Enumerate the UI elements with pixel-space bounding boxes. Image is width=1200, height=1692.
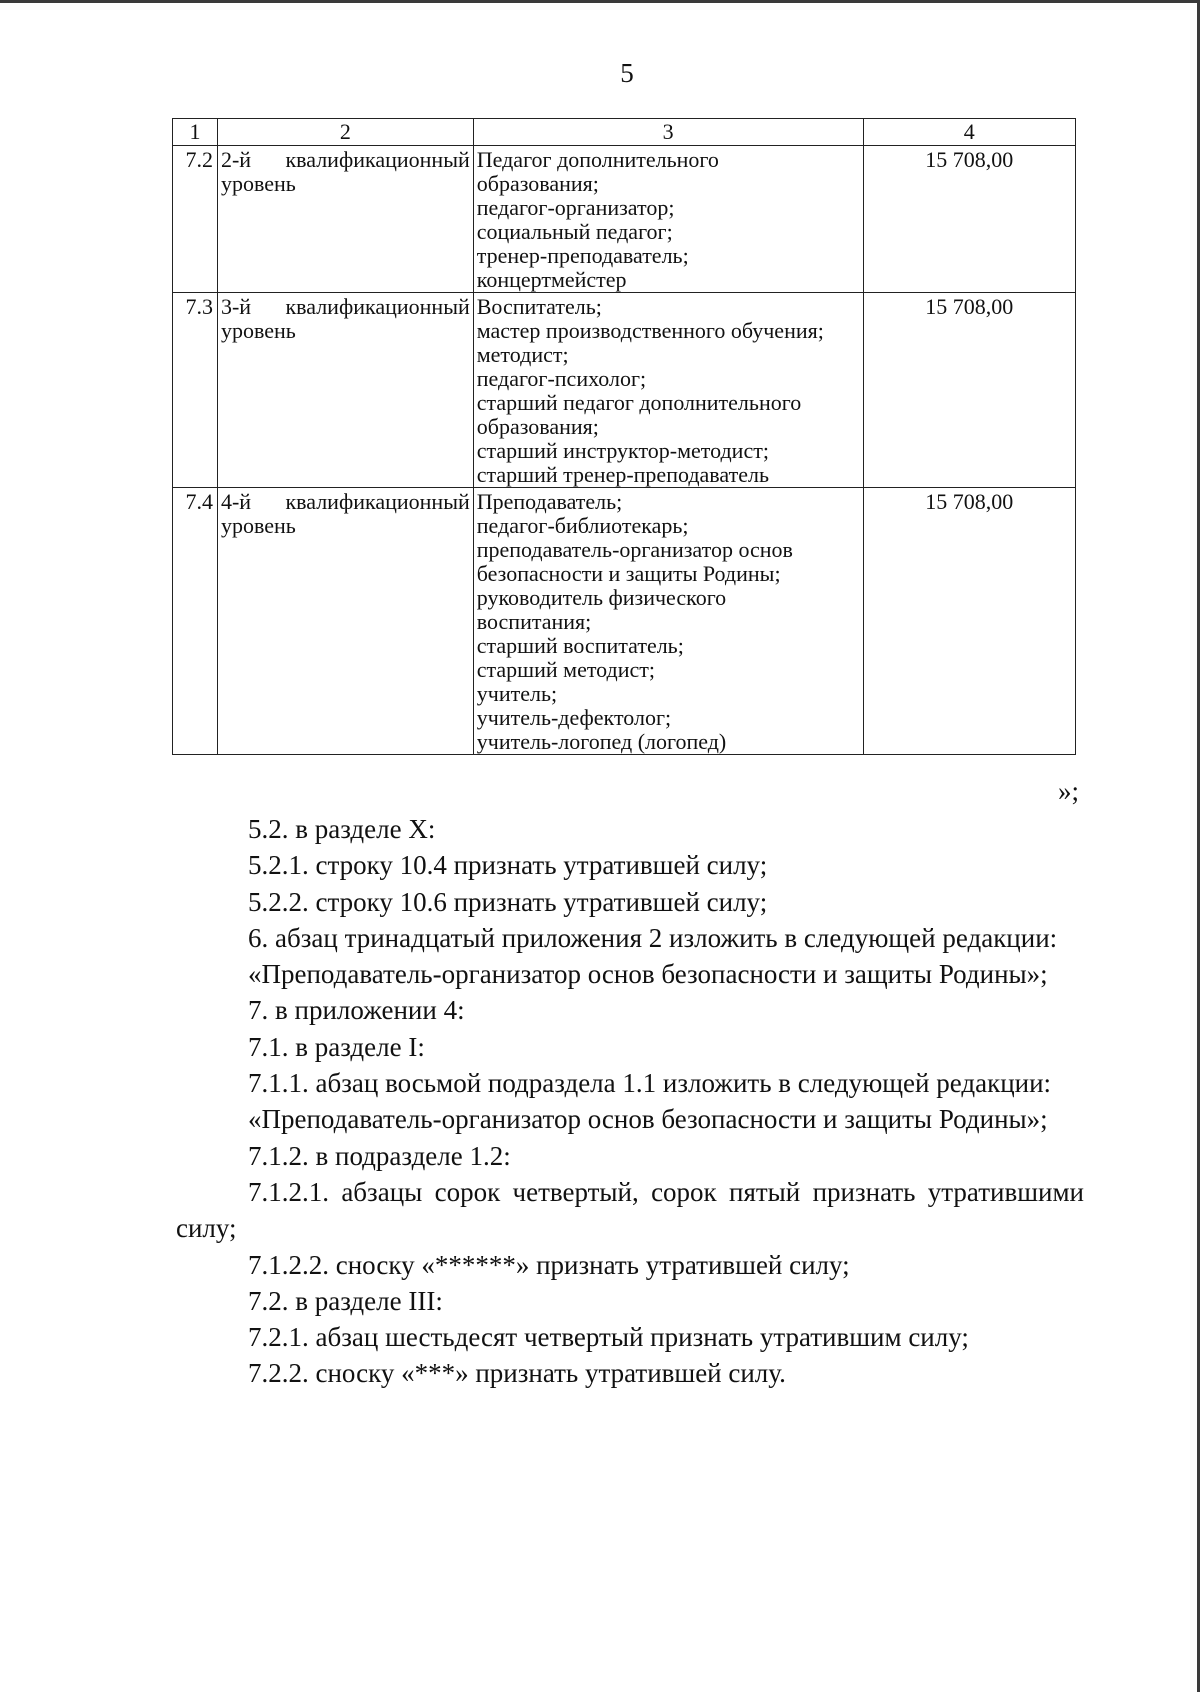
salary-value: 15 708,00 [863, 293, 1075, 488]
paragraph: «Преподаватель-организатор основ безопасности и защиты Родины»; [248, 959, 1048, 990]
paragraph: 6. абзац тринадцатый приложения 2 изложить в следующей редакции: [248, 922, 1058, 953]
level-ordinal: 3-й [220, 294, 252, 319]
position-line: старший тренер-преподаватель [476, 462, 769, 487]
paragraph: 7.1.2.1. абзацы сорок четвертый, сорок пятый признать утратившими силу; [176, 1176, 1084, 1244]
table-header-row [173, 119, 1076, 146]
position-line: педагог-библиотекарь; [476, 513, 689, 538]
table-row [173, 146, 1076, 293]
salary-value: 15 708,00 [863, 146, 1075, 293]
scan-edge-top [0, 0, 1200, 3]
table-header-cell: 2 [217, 119, 473, 146]
position-line: учитель-логопед (логопед) [476, 729, 727, 754]
level-ordinal: 4-й [220, 489, 252, 514]
position-line: педагог-психолог; [476, 366, 647, 391]
position-line: педагог-организатор; [476, 195, 675, 220]
table-header-cell: 1 [173, 119, 218, 146]
level-word: квалификационный [285, 489, 470, 514]
position-line: безопасности и защиты Родины; [476, 561, 781, 586]
page-number: 5 [620, 58, 634, 88]
position-line: старший педагог дополнительного [476, 390, 802, 415]
paragraph: 7.1.2.2. сноску «******» признать утратившей силу; [248, 1249, 850, 1280]
paragraph: 7.2. в разделе III: [248, 1285, 443, 1316]
position-line: образования; [476, 171, 599, 196]
row-number: 7.2 [173, 146, 218, 293]
paragraph: «Преподаватель-организатор основ безопасности и защиты Родины»; [248, 1104, 1048, 1135]
level-ordinal: 2-й [220, 147, 252, 172]
paragraph: 7.2.2. сноску «***» признать утратившей силу. [248, 1358, 786, 1389]
position-line: концертмейстер [476, 267, 627, 292]
position-line: воспитания; [476, 609, 592, 634]
qualification-level [217, 146, 473, 293]
closing-quote: »; [1058, 776, 1080, 806]
row-number: 7.3 [173, 293, 218, 488]
paragraph: 7.1.2. в подразделе 1.2: [248, 1140, 511, 1171]
position-line: Воспитатель; [476, 294, 602, 319]
level-suffix: уровень [220, 171, 296, 196]
level-suffix: уровень [220, 513, 296, 538]
amendment-text [176, 811, 1084, 1392]
paragraph: 5.2.1. строку 10.4 признать утратившей силу; [248, 850, 768, 881]
paragraph: 7. в приложении 4: [248, 995, 465, 1026]
position-line: старший инструктор-методист; [476, 438, 769, 463]
position-line: старший воспитатель; [476, 633, 684, 658]
table-row [173, 293, 1076, 488]
positions-cell [473, 488, 863, 755]
table-header-cell: 3 [473, 119, 863, 146]
table-header-cell: 4 [863, 119, 1075, 146]
position-line: руководитель физического [476, 585, 727, 610]
table-row [173, 488, 1076, 755]
position-line: учитель-дефектолог; [476, 705, 672, 730]
paragraph: 7.1.1. абзац восьмой подраздела 1.1 изложить в следующей редакции: [248, 1068, 1052, 1099]
paragraph: 5.2. в разделе X: [248, 814, 436, 844]
positions-cell [473, 146, 863, 293]
level-suffix: уровень [220, 318, 296, 343]
position-line: методист; [476, 342, 569, 367]
level-word: квалификационный [285, 294, 470, 319]
position-line: мастер производственного обучения; [476, 318, 824, 343]
position-line: учитель; [476, 681, 558, 706]
position-line: старший методист; [476, 657, 655, 682]
qualification-level [217, 488, 473, 755]
position-line: социальный педагог; [476, 219, 673, 244]
position-line: преподаватель-организатор основ [476, 537, 793, 562]
position-line: Педагог дополнительного [476, 147, 719, 172]
salary-value: 15 708,00 [863, 488, 1075, 755]
paragraph: 7.2.1. абзац шестьдесят четвертый признать утратившим силу; [248, 1322, 969, 1353]
position-line: Преподаватель; [476, 489, 623, 514]
positions-cell [473, 293, 863, 488]
level-word: квалификационный [285, 147, 470, 172]
salary-table [172, 118, 1076, 755]
row-number: 7.4 [173, 488, 218, 755]
paragraph: 7.1. в разделе I: [248, 1031, 425, 1062]
qualification-level [217, 293, 473, 488]
position-line: образования; [476, 414, 599, 439]
paragraph: 5.2.2. строку 10.6 признать утратившей силу; [248, 886, 768, 917]
position-line: тренер-преподаватель; [476, 243, 689, 268]
